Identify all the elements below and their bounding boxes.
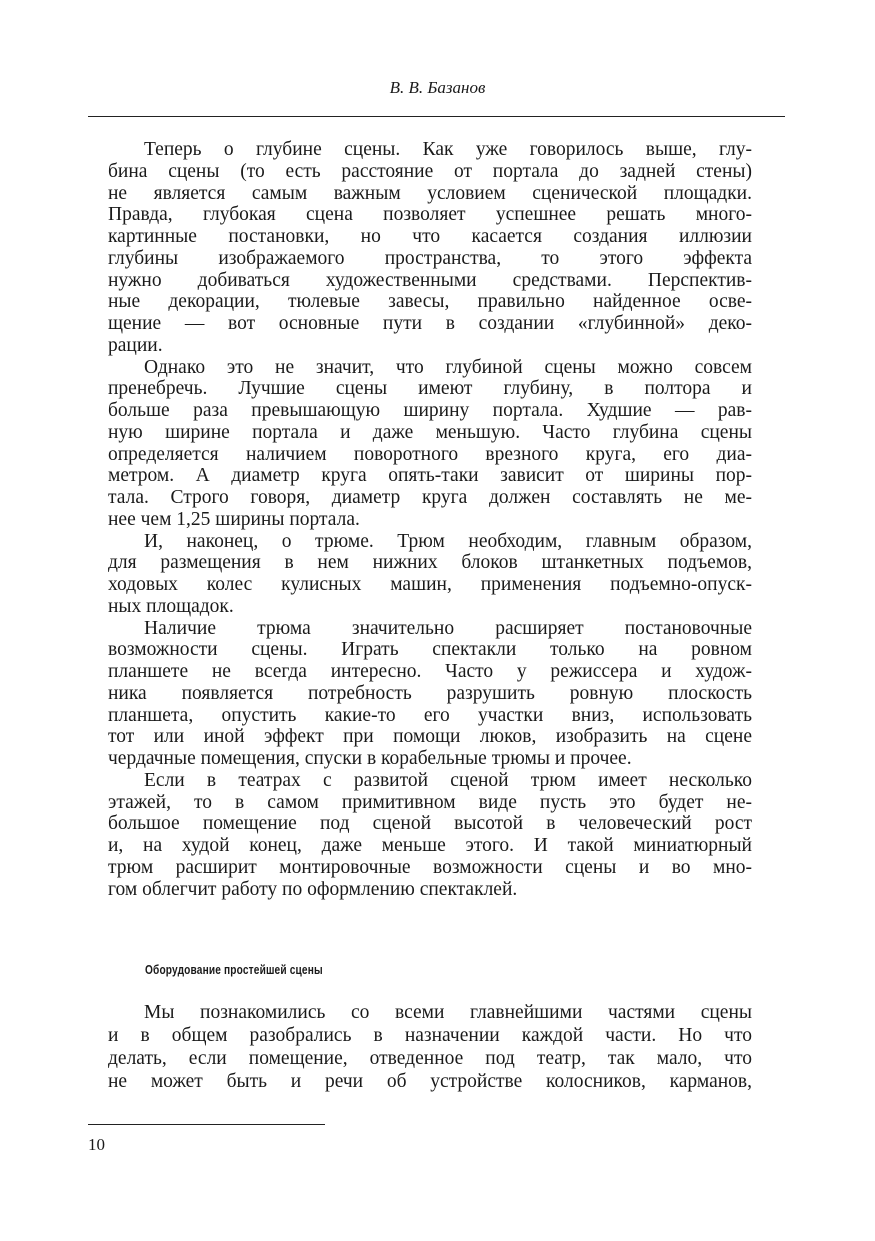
text-line: ходовых колес кулисных машин, применения подъемно-опуск-: [108, 574, 752, 595]
text-line: Мы познакомились со всеми главнейшими частями сцены: [144, 1002, 752, 1023]
text-line: И, наконец, о трюме. Трюм необходим, главным образом,: [144, 530, 752, 552]
paragraph: [108, 1001, 752, 1093]
text-line: больше раза превышающую ширину портала. Худшие — рав-: [108, 400, 752, 421]
running-head: В. В. Базанов: [389, 78, 486, 97]
page-number: 10: [88, 1135, 105, 1154]
text-line: определяется наличием поворотного врезного круга, его диа-: [108, 443, 752, 465]
text-line: Однако это не значит, что глубиной сцены можно совсем: [144, 356, 752, 378]
text-line: бина сцены (то есть расстояние от портала до задней стены): [108, 160, 752, 182]
text-line: пренебречь. Лучшие сцены имеют глубину, в полтора и: [108, 378, 752, 400]
text-line: Правда, глубокая сцена позволяет успешнее решать много-: [108, 204, 752, 226]
paragraph: [108, 531, 752, 618]
paragraph: [108, 139, 752, 357]
text-line: чердачные помещения, спуски в корабельные трюмы и прочее.: [108, 748, 632, 769]
header-rule: [88, 116, 785, 117]
text-line: тот или иной эффект при помощи люков, изобразить на сцене: [108, 726, 752, 748]
section-heading: Оборудование простейшей сцены: [145, 962, 323, 977]
text-line: планшета, опустить какие-то его участки вниз, использовать: [108, 704, 752, 726]
text-line: возможности сцены. Играть спектакли только на ровном: [108, 639, 752, 661]
text-line: рации.: [108, 334, 163, 356]
text-line: и, на худой конец, даже меньше этого. И такой миниатюрный: [108, 835, 752, 856]
text-line: нее чем 1,25 ширины портала.: [108, 508, 360, 530]
text-line: для размещения в нем нижних блоков штанкетных подъемов,: [108, 552, 752, 574]
text-line: трюм расширит монтировочные возможности сцены и во мно-: [108, 856, 752, 878]
text-line: и в общем разобрались в назначении каждой части. Но что: [108, 1025, 752, 1046]
text-line: этажей, то в самом примитивном виде пусть это будет не-: [108, 791, 752, 813]
text-line: не является самым важным условием сценической площадки.: [108, 182, 752, 204]
text-line: большое помещение под сценой высотой в человеческий рост: [108, 813, 752, 835]
text-line: ных площадок.: [108, 595, 234, 617]
text-line: Наличие трюма значительно расширяет постановочные: [144, 617, 752, 639]
text-line: делать, если помещение, отведенное под театр, так мало, что: [108, 1048, 752, 1069]
text-line: Теперь о глубине сцены. Как уже говорилось выше, глу-: [144, 139, 752, 160]
text-line: тала. Строго говоря, диаметр круга должен составлять не ме-: [108, 487, 752, 508]
footnote-rule: [88, 1124, 325, 1125]
text-line: ные декорации, тюлевые завесы, правильно найденное осве-: [108, 291, 752, 313]
text-line: ника появляется потребность разрушить ровную плоскость: [108, 682, 752, 704]
text-line: Если в театрах с развитой сценой трюм имеет несколько: [144, 769, 752, 791]
paragraph: [108, 357, 752, 531]
text-line: гом облегчит работу по оформлению спектаклей.: [108, 878, 518, 900]
text-line: ную ширине портала и даже меньшую. Часто глубина сцены: [108, 421, 752, 443]
text-line: картинные постановки, но что касается создания иллюзии: [108, 226, 752, 247]
body-text-bottom: [108, 1001, 752, 1093]
text-line: нужно добиваться художественными средствами. Перспектив-: [108, 269, 752, 291]
text-line: планшете не всегда интересно. Часто у режиссера и худож-: [108, 661, 752, 682]
text-line: метром. А диаметр круга опять-таки зависит от ширины пор-: [108, 465, 752, 487]
text-line: не может быть и речи об устройстве колосников, карманов,: [108, 1071, 752, 1092]
paragraph: [108, 618, 752, 770]
text-line: глубины изображаемого пространства, то этого эффекта: [108, 247, 752, 269]
body-text-top: [108, 139, 752, 900]
paragraph: [108, 770, 752, 901]
text-line: щение — вот основные пути в создании «глубинной» деко-: [108, 313, 752, 334]
